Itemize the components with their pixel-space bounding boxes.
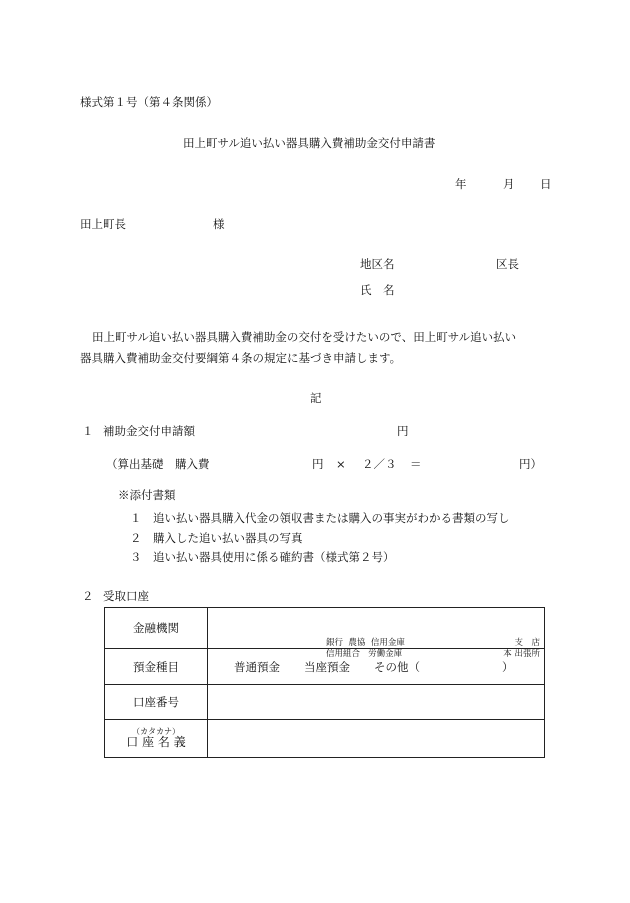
bank-type-shinkumi[interactable]: 信用組合 [326,649,361,660]
attachment-item-number: ３ [130,550,142,564]
branch-type-honten[interactable]: 本 出張所 [503,649,540,660]
calc-result-unit: 円） [519,457,542,471]
section2-label: 受取口座 [103,589,149,603]
attachments-heading: ※添付書類 [118,488,176,502]
calc-times: × [336,457,346,471]
bank-field[interactable] [208,608,545,660]
account-number-row [105,685,545,720]
body-text-line-1: 田上町サル追い払い器具購入費補助金の交付を受けたいので、田上町サル追い払い [92,330,517,344]
bank-row [105,608,545,649]
date-year: 年 [455,177,467,191]
district-label: 地区名 [360,257,395,271]
account-name-field[interactable] [208,720,545,758]
section1-unit: 円 [397,424,409,438]
branch-type-shiten[interactable]: 支 店 [514,638,540,648]
calc-equals: ＝ [410,457,422,471]
bank-type-nokyo[interactable]: 農協 [348,638,366,648]
account-number-field[interactable] [208,685,545,720]
bank-type-bank[interactable]: 銀行 [326,638,344,648]
account-name-row [105,720,545,758]
deposit-row [105,649,545,685]
calc-purchase-unit: 円 [312,457,324,471]
district-chief-label: 区長 [496,257,519,271]
date-day: 日 [540,177,552,191]
deposit-other-close: ） [502,659,514,674]
deposit-futsu[interactable]: 普通預金 [234,659,280,674]
calc-ratio: ２／３ [362,457,397,471]
attachment-item-text: 追い払い器具使用に係る確約書（様式第２号） [153,550,395,564]
attachment-item-text: 追い払い器具購入代金の領収書または購入の事実がわかる書類の写し [153,511,510,525]
deposit-other[interactable]: その他（ [374,659,420,674]
section1-number: １ [82,424,94,438]
ki-heading: 記 [310,391,322,405]
deposit-toza[interactable]: 当座預金 [304,659,350,674]
date-month: 月 [503,177,515,191]
bank-label: 金融機関 [105,608,208,649]
account-table [104,607,545,758]
account-name-kana-label: （カタカナ） [132,727,180,736]
calc-basis-label: （算出基礎 購入費 [106,457,210,471]
deposit-label: 預金種目 [105,649,208,685]
attachment-item-number: １ [130,511,142,525]
addressee-name: 田上町長 [80,217,126,231]
section1-label: 補助金交付申請額 [103,424,195,438]
form-number: 様式第１号（第４条関係） [80,95,218,109]
attachment-item-text: 購入した追い払い器具の写真 [153,531,303,545]
account-name-label: 口 座 名 義 [126,735,186,750]
bank-type-options [326,638,405,661]
applicant-name-label: 氏 名 [360,283,395,297]
account-number-label: 口座番号 [105,685,208,720]
attachment-item-number: ２ [130,531,142,545]
bank-type-shinkin[interactable]: 信用金庫 [370,638,405,648]
bank-type-rokin[interactable]: 労働金庫 [368,649,403,660]
body-text-line-2: 器具購入費補助金交付要綱第４条の規定に基づき申請します。 [80,351,402,365]
addressee-honorific: 様 [213,217,225,231]
section2-number: ２ [82,589,94,603]
document-title: 田上町サル追い払い器具購入費補助金交付申請書 [183,136,436,150]
account-name-label-cell [105,720,208,758]
branch-type-options [488,638,540,661]
